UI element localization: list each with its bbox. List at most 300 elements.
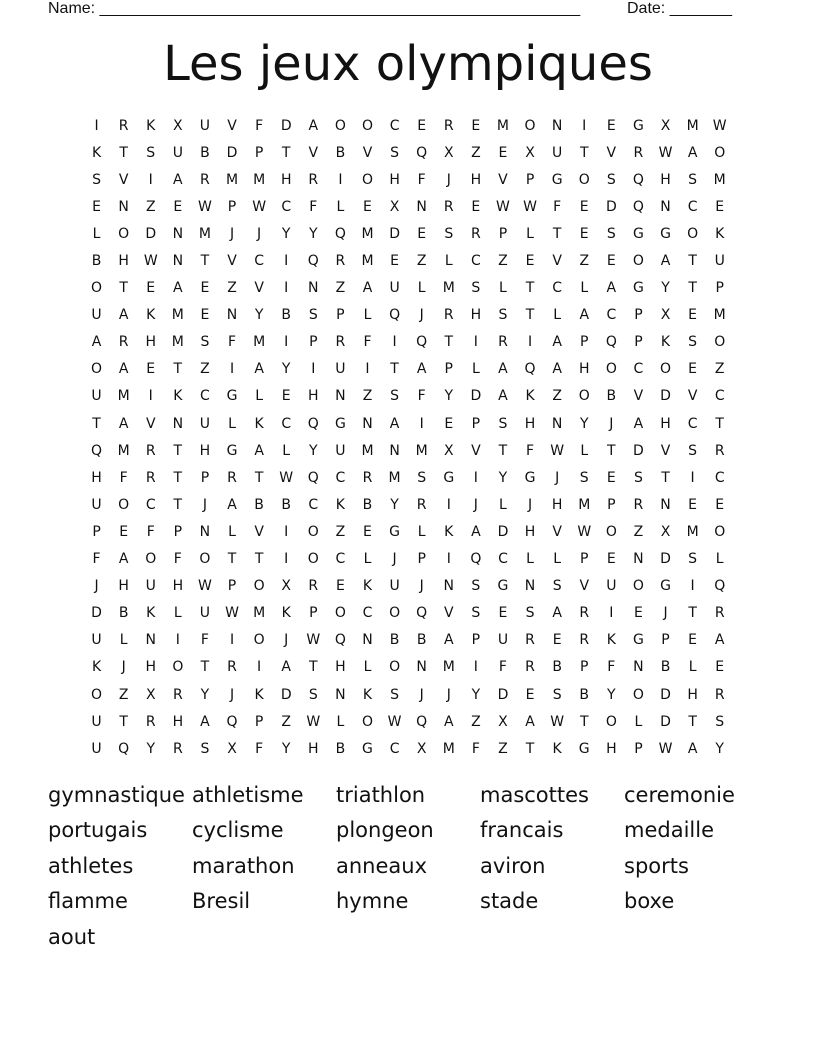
grid-letter[interactable]: Q bbox=[389, 307, 401, 324]
grid-letter[interactable]: B bbox=[335, 740, 346, 757]
grid-letter[interactable]: R bbox=[443, 307, 454, 324]
grid-letter[interactable]: W bbox=[550, 713, 565, 730]
grid-letter[interactable]: H bbox=[280, 171, 292, 188]
grid-letter[interactable]: I bbox=[284, 280, 289, 297]
grid-letter[interactable]: U bbox=[552, 144, 563, 161]
grid-letter[interactable]: L bbox=[119, 632, 128, 649]
grid-letter[interactable]: R bbox=[308, 578, 319, 595]
grid-letter[interactable]: W bbox=[225, 605, 239, 622]
grid-letter[interactable]: L bbox=[336, 713, 345, 730]
grid-letter[interactable]: T bbox=[309, 659, 318, 676]
grid-letter[interactable]: F bbox=[417, 388, 426, 405]
grid-letter[interactable]: T bbox=[525, 280, 535, 297]
grid-letter[interactable]: Q bbox=[416, 334, 428, 351]
grid-letter[interactable]: R bbox=[362, 469, 373, 486]
grid-letter[interactable]: L bbox=[715, 551, 724, 568]
grid-letter[interactable]: T bbox=[281, 144, 291, 161]
grid-letter[interactable]: I bbox=[690, 469, 695, 486]
grid-letter[interactable]: S bbox=[308, 686, 318, 703]
grid-letter[interactable]: R bbox=[200, 171, 210, 188]
grid-letter[interactable]: L bbox=[580, 442, 589, 459]
grid-letter[interactable]: P bbox=[580, 551, 589, 568]
grid-letter[interactable]: S bbox=[498, 415, 508, 432]
grid-letter[interactable]: N bbox=[172, 225, 184, 242]
grid-letter[interactable]: O bbox=[714, 523, 726, 540]
grid-letter[interactable]: P bbox=[634, 307, 643, 324]
grid-letter[interactable]: R bbox=[308, 171, 319, 188]
grid-letter[interactable]: V bbox=[579, 578, 590, 595]
grid-letter[interactable]: O bbox=[253, 578, 265, 595]
grid-letter[interactable]: Z bbox=[118, 686, 129, 703]
grid-letter[interactable]: O bbox=[605, 523, 617, 540]
grid-letter[interactable]: Y bbox=[146, 740, 156, 757]
grid-letter[interactable]: E bbox=[579, 198, 589, 215]
grid-letter[interactable]: A bbox=[254, 442, 264, 459]
grid-letter[interactable]: W bbox=[306, 713, 321, 730]
grid-letter[interactable]: U bbox=[606, 578, 617, 595]
grid-letter[interactable]: X bbox=[660, 307, 671, 324]
grid-letter[interactable]: X bbox=[173, 117, 183, 134]
grid-letter[interactable]: S bbox=[390, 388, 400, 405]
grid-letter[interactable]: G bbox=[334, 415, 346, 432]
grid-letter[interactable]: L bbox=[363, 659, 372, 676]
grid-letter[interactable]: D bbox=[497, 686, 509, 703]
grid-letter[interactable]: A bbox=[91, 334, 102, 351]
grid-letter[interactable]: B bbox=[335, 144, 346, 161]
grid-letter[interactable]: N bbox=[335, 388, 346, 405]
grid-letter[interactable]: R bbox=[145, 442, 156, 459]
grid-letter[interactable]: W bbox=[279, 469, 294, 486]
grid-letter[interactable]: F bbox=[227, 334, 237, 351]
grid-letter[interactable]: B bbox=[254, 496, 264, 513]
grid-letter[interactable]: H bbox=[118, 253, 129, 270]
grid-letter[interactable]: A bbox=[118, 551, 129, 568]
grid-letter[interactable]: J bbox=[446, 171, 451, 188]
grid-letter[interactable]: H bbox=[172, 713, 184, 730]
grid-letter[interactable]: A bbox=[443, 713, 454, 730]
grid-letter[interactable]: G bbox=[551, 171, 563, 188]
grid-letter[interactable]: Q bbox=[91, 442, 103, 459]
grid-letter[interactable]: O bbox=[714, 334, 726, 351]
grid-letter[interactable]: O bbox=[172, 659, 184, 676]
grid-letter[interactable]: T bbox=[200, 253, 210, 270]
grid-letter[interactable]: T bbox=[661, 469, 670, 486]
grid-letter[interactable]: H bbox=[470, 171, 482, 188]
grid-letter[interactable]: E bbox=[281, 388, 291, 405]
grid-letter[interactable]: V bbox=[254, 523, 264, 540]
grid-letter[interactable]: T bbox=[688, 253, 697, 270]
grid-letter[interactable]: E bbox=[471, 198, 481, 215]
grid-letter[interactable]: F bbox=[92, 551, 101, 568]
grid-letter[interactable]: A bbox=[633, 415, 644, 432]
grid-letter[interactable]: L bbox=[417, 523, 426, 540]
grid-letter[interactable]: S bbox=[200, 334, 210, 351]
grid-letter[interactable]: P bbox=[309, 334, 318, 351]
grid-letter[interactable]: K bbox=[335, 496, 345, 513]
grid-letter[interactable]: Z bbox=[498, 253, 508, 270]
grid-letter[interactable]: E bbox=[146, 361, 156, 378]
grid-letter[interactable]: O bbox=[118, 496, 130, 513]
grid-letter[interactable]: L bbox=[228, 523, 236, 540]
grid-letter[interactable]: Z bbox=[362, 388, 373, 405]
grid-letter[interactable]: O bbox=[632, 686, 644, 703]
grid-letter[interactable]: T bbox=[525, 307, 535, 324]
grid-letter[interactable]: O bbox=[389, 605, 401, 622]
grid-letter[interactable]: B bbox=[606, 388, 617, 405]
grid-letter[interactable]: N bbox=[660, 198, 671, 215]
grid-letter[interactable]: U bbox=[91, 388, 102, 405]
grid-letter[interactable]: M bbox=[415, 442, 428, 459]
grid-letter[interactable]: P bbox=[309, 605, 318, 622]
grid-letter[interactable]: E bbox=[444, 415, 454, 432]
grid-letter[interactable]: U bbox=[199, 117, 211, 134]
grid-letter[interactable]: T bbox=[173, 361, 183, 378]
grid-letter[interactable]: D bbox=[470, 388, 482, 405]
grid-letter[interactable]: Q bbox=[307, 415, 319, 432]
grid-letter[interactable]: E bbox=[688, 632, 698, 649]
grid-letter[interactable]: L bbox=[499, 280, 507, 297]
grid-letter[interactable]: O bbox=[605, 713, 617, 730]
grid-letter[interactable]: L bbox=[526, 551, 534, 568]
grid-letter[interactable]: W bbox=[198, 198, 212, 215]
grid-letter[interactable]: I bbox=[527, 334, 533, 351]
grid-letter[interactable]: M bbox=[713, 307, 726, 324]
grid-letter[interactable]: T bbox=[200, 659, 210, 676]
grid-letter[interactable]: Q bbox=[632, 171, 644, 188]
grid-letter[interactable]: W bbox=[658, 740, 673, 757]
grid-letter[interactable]: A bbox=[118, 307, 129, 324]
grid-letter[interactable]: U bbox=[199, 605, 211, 622]
grid-letter[interactable]: E bbox=[633, 605, 643, 622]
grid-letter[interactable]: V bbox=[118, 171, 129, 188]
grid-letter[interactable]: C bbox=[308, 496, 319, 513]
grid-letter[interactable]: D bbox=[660, 713, 671, 730]
grid-letter[interactable]: V bbox=[145, 415, 156, 432]
grid-letter[interactable]: O bbox=[389, 659, 401, 676]
grid-letter[interactable]: E bbox=[525, 253, 535, 270]
grid-letter[interactable]: Y bbox=[498, 469, 508, 486]
grid-letter[interactable]: J bbox=[121, 659, 126, 676]
grid-letter[interactable]: Z bbox=[714, 361, 725, 378]
grid-letter[interactable]: L bbox=[255, 388, 264, 405]
grid-letter[interactable]: S bbox=[688, 334, 698, 351]
grid-letter[interactable]: B bbox=[118, 605, 129, 622]
grid-letter[interactable]: S bbox=[606, 171, 616, 188]
grid-letter[interactable]: J bbox=[527, 496, 533, 513]
grid-letter[interactable]: M bbox=[171, 307, 184, 324]
grid-letter[interactable]: Y bbox=[309, 442, 318, 459]
grid-letter[interactable]: S bbox=[92, 171, 101, 188]
grid-letter[interactable]: X bbox=[145, 686, 156, 703]
grid-letter[interactable]: P bbox=[525, 171, 535, 188]
grid-letter[interactable]: T bbox=[390, 361, 399, 378]
grid-letter[interactable]: O bbox=[199, 551, 211, 568]
grid-letter[interactable]: R bbox=[714, 442, 725, 459]
grid-letter[interactable]: R bbox=[443, 198, 454, 215]
grid-letter[interactable]: L bbox=[553, 551, 562, 568]
grid-letter[interactable]: X bbox=[281, 578, 291, 595]
grid-letter[interactable]: J bbox=[419, 307, 424, 324]
grid-letter[interactable]: O bbox=[524, 117, 536, 134]
grid-letter[interactable]: S bbox=[471, 578, 481, 595]
grid-letter[interactable]: Y bbox=[281, 225, 291, 242]
grid-letter[interactable]: P bbox=[92, 523, 101, 540]
grid-letter[interactable]: P bbox=[336, 307, 345, 324]
grid-letter[interactable]: N bbox=[633, 659, 644, 676]
grid-letter[interactable]: P bbox=[200, 469, 210, 486]
grid-letter[interactable]: V bbox=[687, 388, 698, 405]
grid-letter[interactable]: C bbox=[687, 415, 698, 432]
grid-letter[interactable]: X bbox=[525, 144, 535, 161]
grid-letter[interactable]: B bbox=[552, 659, 562, 676]
grid-letter[interactable]: T bbox=[254, 469, 264, 486]
grid-letter[interactable]: W bbox=[523, 198, 537, 215]
grid-letter[interactable]: R bbox=[118, 117, 129, 134]
grid-letter[interactable]: Q bbox=[307, 469, 319, 486]
grid-letter[interactable]: J bbox=[446, 686, 451, 703]
grid-letter[interactable]: S bbox=[552, 578, 562, 595]
grid-letter[interactable]: P bbox=[471, 632, 481, 649]
grid-letter[interactable]: I bbox=[311, 361, 316, 378]
grid-letter[interactable]: V bbox=[227, 117, 237, 134]
grid-letter[interactable]: I bbox=[473, 659, 478, 676]
grid-letter[interactable]: O bbox=[361, 713, 373, 730]
grid-letter[interactable]: J bbox=[419, 578, 424, 595]
grid-letter[interactable]: Q bbox=[334, 225, 346, 242]
grid-letter[interactable]: F bbox=[553, 198, 562, 215]
grid-letter[interactable]: W bbox=[496, 198, 510, 215]
grid-letter[interactable]: J bbox=[229, 225, 235, 242]
grid-letter[interactable]: B bbox=[579, 686, 590, 703]
grid-letter[interactable]: E bbox=[525, 686, 535, 703]
grid-letter[interactable]: T bbox=[119, 713, 128, 730]
grid-letter[interactable]: O bbox=[361, 171, 373, 188]
grid-letter[interactable]: T bbox=[607, 442, 616, 459]
grid-letter[interactable]: W bbox=[252, 198, 267, 215]
grid-letter[interactable]: M bbox=[225, 171, 239, 188]
grid-letter[interactable]: N bbox=[118, 198, 129, 215]
grid-letter[interactable]: N bbox=[660, 496, 671, 513]
grid-letter[interactable]: K bbox=[254, 415, 264, 432]
grid-letter[interactable]: Q bbox=[632, 198, 644, 215]
grid-letter[interactable]: C bbox=[470, 253, 481, 270]
grid-letter[interactable]: Q bbox=[714, 578, 726, 595]
grid-letter[interactable]: Q bbox=[334, 632, 346, 649]
grid-letter[interactable]: P bbox=[444, 361, 453, 378]
grid-letter[interactable]: L bbox=[444, 253, 453, 270]
grid-letter[interactable]: N bbox=[199, 523, 211, 540]
grid-letter[interactable]: D bbox=[660, 551, 671, 568]
grid-letter[interactable]: P bbox=[607, 496, 616, 513]
grid-letter[interactable]: X bbox=[660, 117, 671, 134]
grid-letter[interactable]: R bbox=[579, 605, 590, 622]
grid-letter[interactable]: B bbox=[281, 307, 291, 324]
grid-letter[interactable]: E bbox=[688, 307, 698, 324]
grid-letter[interactable]: R bbox=[470, 225, 481, 242]
grid-letter[interactable]: I bbox=[257, 659, 262, 676]
grid-letter[interactable]: I bbox=[148, 171, 153, 188]
grid-letter[interactable]: C bbox=[281, 415, 292, 432]
grid-letter[interactable]: N bbox=[416, 198, 427, 215]
grid-letter[interactable]: M bbox=[442, 659, 455, 676]
grid-letter[interactable]: U bbox=[497, 632, 509, 649]
grid-letter[interactable]: J bbox=[284, 632, 289, 649]
grid-letter[interactable]: N bbox=[226, 307, 238, 324]
grid-letter[interactable]: S bbox=[633, 469, 643, 486]
grid-letter[interactable]: E bbox=[119, 523, 129, 540]
grid-letter[interactable]: W bbox=[550, 442, 565, 459]
grid-letter[interactable]: X bbox=[443, 144, 454, 161]
grid-letter[interactable]: O bbox=[605, 361, 617, 378]
grid-letter[interactable]: H bbox=[660, 415, 671, 432]
grid-letter[interactable]: X bbox=[660, 523, 671, 540]
grid-letter[interactable]: L bbox=[92, 225, 101, 242]
grid-letter[interactable]: D bbox=[389, 225, 400, 242]
grid-letter[interactable]: Z bbox=[633, 523, 644, 540]
grid-letter[interactable]: J bbox=[392, 551, 397, 568]
grid-letter[interactable]: P bbox=[661, 632, 670, 649]
grid-letter[interactable]: E bbox=[200, 307, 210, 324]
grid-letter[interactable]: T bbox=[688, 605, 697, 622]
grid-letter[interactable]: K bbox=[552, 740, 562, 757]
grid-letter[interactable]: T bbox=[579, 713, 589, 730]
grid-letter[interactable]: I bbox=[229, 632, 235, 649]
name-field[interactable]: Name: ______________________________________________________ bbox=[48, 0, 581, 17]
grid-letter[interactable]: Y bbox=[579, 415, 589, 432]
grid-letter[interactable]: V bbox=[660, 442, 671, 459]
grid-letter[interactable]: R bbox=[525, 659, 535, 676]
grid-letter[interactable]: Y bbox=[661, 280, 670, 297]
grid-letter[interactable]: C bbox=[687, 198, 698, 215]
grid-letter[interactable]: P bbox=[634, 740, 643, 757]
grid-letter[interactable]: L bbox=[688, 659, 697, 676]
grid-letter[interactable]: K bbox=[715, 225, 725, 242]
grid-letter[interactable]: R bbox=[633, 496, 644, 513]
grid-letter[interactable]: Q bbox=[416, 605, 428, 622]
grid-letter[interactable]: M bbox=[198, 225, 211, 242]
grid-letter[interactable]: K bbox=[362, 578, 373, 595]
grid-letter[interactable]: W bbox=[577, 523, 592, 540]
grid-letter[interactable]: Y bbox=[281, 361, 291, 378]
grid-letter[interactable]: C bbox=[389, 740, 400, 757]
grid-letter[interactable]: E bbox=[390, 253, 399, 270]
grid-letter[interactable]: A bbox=[552, 605, 562, 622]
grid-letter[interactable]: T bbox=[119, 144, 128, 161]
grid-letter[interactable]: K bbox=[660, 334, 671, 351]
grid-letter[interactable]: L bbox=[363, 551, 372, 568]
grid-letter[interactable]: U bbox=[91, 632, 102, 649]
grid-letter[interactable]: S bbox=[606, 225, 616, 242]
grid-letter[interactable]: Y bbox=[607, 686, 616, 703]
grid-letter[interactable]: G bbox=[660, 225, 671, 242]
grid-letter[interactable]: Y bbox=[444, 388, 454, 405]
grid-letter[interactable]: T bbox=[715, 415, 724, 432]
grid-letter[interactable]: U bbox=[145, 578, 156, 595]
grid-letter[interactable]: E bbox=[363, 523, 372, 540]
grid-letter[interactable]: Q bbox=[118, 740, 130, 757]
grid-letter[interactable]: I bbox=[284, 523, 289, 540]
grid-letter[interactable]: A bbox=[281, 659, 291, 676]
grid-letter[interactable]: M bbox=[578, 496, 591, 513]
grid-letter[interactable]: M bbox=[496, 117, 509, 134]
grid-letter[interactable]: F bbox=[119, 469, 128, 486]
grid-letter[interactable]: U bbox=[91, 713, 102, 730]
grid-letter[interactable]: I bbox=[175, 632, 180, 649]
grid-letter[interactable]: U bbox=[389, 578, 400, 595]
grid-letter[interactable]: J bbox=[555, 469, 560, 486]
grid-letter[interactable]: S bbox=[688, 551, 698, 568]
grid-letter[interactable]: V bbox=[552, 523, 562, 540]
grid-letter[interactable]: H bbox=[687, 686, 698, 703]
grid-letter[interactable]: D bbox=[633, 442, 644, 459]
grid-letter[interactable]: L bbox=[336, 198, 345, 215]
grid-letter[interactable]: S bbox=[715, 713, 725, 730]
grid-letter[interactable]: H bbox=[118, 578, 129, 595]
grid-letter[interactable]: O bbox=[334, 605, 346, 622]
grid-letter[interactable]: O bbox=[714, 144, 726, 161]
grid-letter[interactable]: P bbox=[580, 659, 589, 676]
grid-letter[interactable]: Z bbox=[281, 713, 291, 730]
grid-letter[interactable]: D bbox=[91, 605, 102, 622]
grid-letter[interactable]: K bbox=[254, 686, 264, 703]
grid-letter[interactable]: I bbox=[609, 605, 614, 622]
grid-letter[interactable]: V bbox=[471, 442, 481, 459]
grid-letter[interactable]: S bbox=[146, 144, 156, 161]
grid-letter[interactable]: P bbox=[417, 551, 426, 568]
grid-letter[interactable]: E bbox=[715, 659, 725, 676]
grid-letter[interactable]: A bbox=[200, 713, 210, 730]
grid-letter[interactable]: O bbox=[687, 225, 699, 242]
grid-letter[interactable]: S bbox=[498, 307, 508, 324]
grid-letter[interactable]: H bbox=[308, 740, 319, 757]
grid-letter[interactable]: T bbox=[525, 740, 535, 757]
grid-letter[interactable]: Z bbox=[227, 280, 237, 297]
grid-letter[interactable]: A bbox=[254, 361, 264, 378]
grid-letter[interactable]: C bbox=[498, 551, 508, 568]
grid-letter[interactable]: G bbox=[389, 523, 400, 540]
grid-letter[interactable]: A bbox=[173, 280, 183, 297]
grid-letter[interactable]: O bbox=[334, 117, 346, 134]
date-field[interactable]: Date: _______ bbox=[627, 0, 732, 17]
grid-letter[interactable]: P bbox=[173, 523, 183, 540]
grid-letter[interactable]: K bbox=[146, 307, 156, 324]
grid-letter[interactable]: I bbox=[419, 415, 424, 432]
grid-letter[interactable]: X bbox=[416, 740, 427, 757]
grid-letter[interactable]: A bbox=[443, 632, 454, 649]
grid-letter[interactable]: L bbox=[526, 225, 534, 242]
grid-letter[interactable]: Y bbox=[715, 740, 724, 757]
grid-letter[interactable]: M bbox=[361, 442, 374, 459]
grid-letter[interactable]: P bbox=[227, 578, 237, 595]
grid-letter[interactable]: F bbox=[363, 334, 372, 351]
grid-letter[interactable]: J bbox=[609, 415, 614, 432]
grid-letter[interactable]: U bbox=[91, 740, 102, 757]
grid-letter[interactable]: S bbox=[525, 605, 535, 622]
grid-letter[interactable]: L bbox=[634, 713, 643, 730]
grid-letter[interactable]: L bbox=[282, 442, 291, 459]
grid-letter[interactable]: D bbox=[226, 144, 238, 161]
grid-letter[interactable]: T bbox=[173, 469, 183, 486]
grid-letter[interactable]: N bbox=[551, 117, 563, 134]
grid-letter[interactable]: E bbox=[417, 225, 427, 242]
grid-letter[interactable]: R bbox=[118, 334, 129, 351]
grid-letter[interactable]: P bbox=[498, 225, 508, 242]
grid-letter[interactable]: R bbox=[525, 632, 535, 649]
grid-letter[interactable]: U bbox=[335, 361, 346, 378]
grid-letter[interactable]: N bbox=[145, 632, 156, 649]
grid-letter[interactable]: Y bbox=[254, 307, 264, 324]
grid-letter[interactable]: E bbox=[606, 117, 616, 134]
